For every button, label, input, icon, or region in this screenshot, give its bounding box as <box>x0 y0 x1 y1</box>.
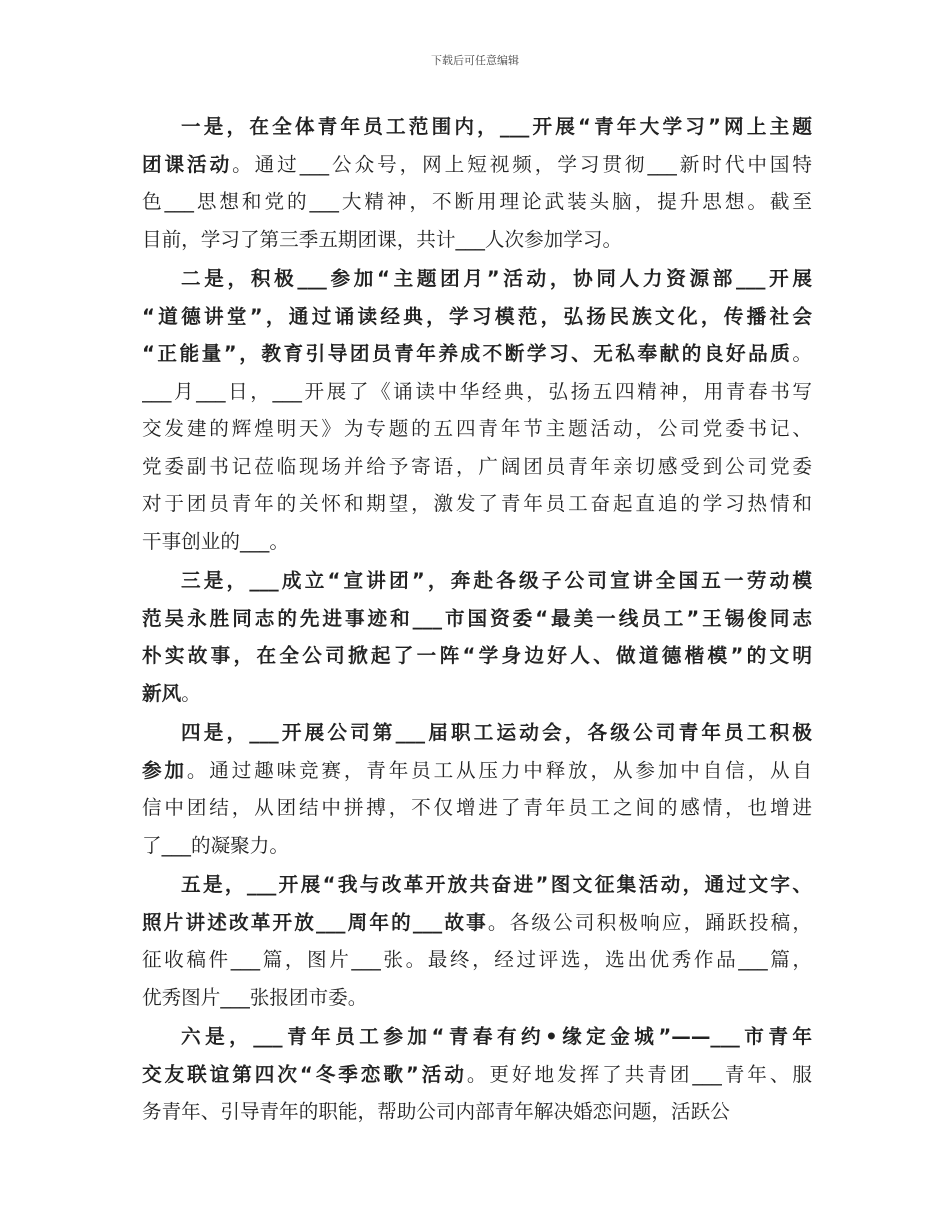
body-text: 。通过___公众号，网上短视频，学习贯彻___新时代中国特 <box>232 152 812 176</box>
text-line <box>142 183 812 221</box>
bold-text: 六是，___青年员工参加“青春有约•缘定金城”——___市青年 <box>181 1025 812 1048</box>
page-header: 下载后可任意编辑 <box>431 54 519 67</box>
bold-text: 团课活动 <box>142 152 233 176</box>
bold-text: 交友联谊第四次“冬季恋歌”活动 <box>142 1062 467 1086</box>
text-line <box>142 979 812 1017</box>
text-line <box>142 260 812 298</box>
bold-text: 新风 <box>142 681 182 705</box>
bold-text: “正能量”，教育引导团员青年养成不断学习、无私奉献的良好品质 <box>142 342 793 365</box>
body-text: 优秀图片___张报团市委。 <box>142 985 368 1009</box>
body-text: 。 <box>181 681 201 705</box>
text-line <box>142 410 812 448</box>
body-text: 务青年、引导青年的职能，帮助公司内部青年解决婚恋问题，活跃公 <box>142 1100 730 1123</box>
bold-text: 三是，___成立“宣讲团”，奔赴各级子公司宣讲全国五一劳动模 <box>181 569 812 592</box>
body-text: 。各级公司积极响应，踊跃投稿， <box>487 910 812 934</box>
bold-text: 照片讲述改革开放___周年的___故事 <box>142 910 488 934</box>
paragraph <box>142 108 812 258</box>
text-line <box>142 485 812 523</box>
paragraph <box>142 866 812 1016</box>
body-text: 。更好地发挥了共青团___青年、服 <box>466 1062 812 1086</box>
text-line <box>142 335 812 373</box>
bold-text: 参加 <box>142 758 187 782</box>
text-line <box>142 941 812 979</box>
body-text: 。 <box>792 342 812 365</box>
text-line <box>142 904 812 942</box>
text-line <box>142 523 812 561</box>
body-text: 目前，学习了第三季五期团课，共计___人次参加学习。 <box>142 227 623 251</box>
body-text: 交发建的辉煌明天》为专题的五四青年节主题活动，公司党委书记、 <box>142 417 812 440</box>
text-line <box>142 827 812 865</box>
bold-text: 五是，___开展“我与改革开放共奋进”图文征集活动，通过文字、 <box>181 873 812 896</box>
text-line <box>142 714 812 752</box>
bold-text: “道德讲堂”，通过诵读经典，学习模范，弘扬民族文化，传播社会 <box>142 304 812 328</box>
body-text: ___月___日，___开展了《诵读中华经典，弘扬五四精神，用青春书写 <box>142 379 812 403</box>
bold-text: 二是，积极___参加“主题团月”活动，协同人力资源部___开展 <box>181 267 812 290</box>
text-line <box>142 752 812 790</box>
text-line <box>142 221 812 259</box>
bold-text: 范吴永胜同志的先进事迹和___市国资委“最美一线员工”王锡俊同志 <box>142 606 812 630</box>
paragraph <box>142 714 812 864</box>
text-line <box>142 1056 812 1094</box>
paragraph <box>142 260 812 560</box>
body-text: 信中团结，从团结中拼搏，不仅增进了青年员工之间的感情，也增进 <box>142 796 812 819</box>
body-text: 党委副书记莅临现场并给予寄语，广阔团员青年亲切感受到公司党委 <box>142 454 812 478</box>
paragraph <box>142 1018 812 1131</box>
text-line <box>142 675 812 713</box>
text-line <box>142 789 812 827</box>
text-line <box>142 373 812 411</box>
text-line <box>142 146 812 184</box>
body-text: 了___的凝聚力。 <box>142 833 289 857</box>
paragraph <box>142 562 812 712</box>
text-line <box>142 866 812 904</box>
document-body <box>142 108 812 1133</box>
text-line <box>142 562 812 600</box>
bold-text: 四是，___开展公司第___届职工运动会，各级公司青年员工积极 <box>181 721 812 744</box>
text-line <box>142 448 812 486</box>
body-text: 征收稿件___篇，图片___张。最终，经过评选，选出优秀作品___篇， <box>142 948 812 971</box>
text-line <box>142 1018 812 1056</box>
body-text: 色___思想和党的___大精神，不断用理论武装头脑，提升思想。截至 <box>142 190 812 213</box>
body-text: 。通过趣味竞赛，青年员工从压力中释放，从参加中自信，从自 <box>186 758 812 782</box>
text-line <box>142 637 812 675</box>
text-line <box>142 108 812 146</box>
bold-text: 朴实故事，在全公司掀起了一阵“学身边好人、做道德楷模”的文明 <box>142 644 812 667</box>
bold-text: 一是，在全体青年员工范围内，___开展“青年大学习”网上主题 <box>181 115 812 138</box>
text-line <box>142 1093 812 1131</box>
body-text: 干事创业的___。 <box>142 529 289 553</box>
text-line <box>142 298 812 336</box>
body-text: 对于团员青年的关怀和期望，激发了青年员工奋起直追的学习热情和 <box>142 492 812 515</box>
text-line <box>142 600 812 638</box>
